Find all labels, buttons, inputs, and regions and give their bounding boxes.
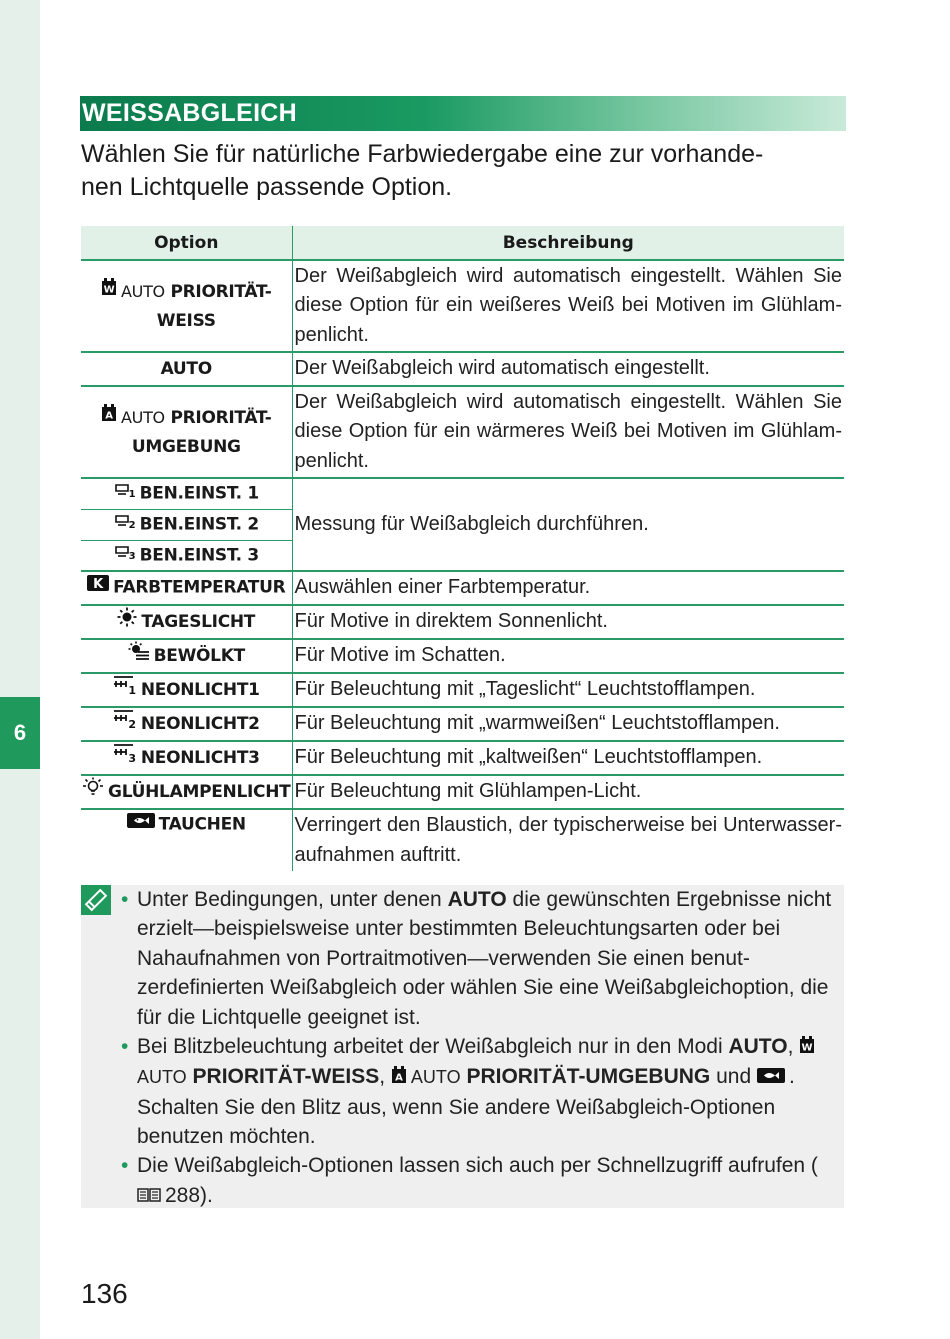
note-text: . Schalten Sie den Blitz aus, wenn Sie andere Weißabgleich-Optionen benutzen möchten. xyxy=(137,1065,795,1148)
table-row xyxy=(81,741,844,775)
option-cell xyxy=(81,775,292,809)
option-cell xyxy=(81,707,292,741)
book-icon xyxy=(137,1182,161,1211)
option-label: NEONLICHT3 xyxy=(140,748,260,768)
option-label: NEONLICHT2 xyxy=(140,714,260,734)
option-label-line2: UMGEBUNG xyxy=(131,436,241,457)
table-row xyxy=(81,775,844,809)
auto-white-priority-icon xyxy=(101,277,117,306)
note-text: und xyxy=(710,1065,757,1089)
custom-1-icon xyxy=(114,479,136,508)
svg-text:3: 3 xyxy=(128,752,136,763)
chapter-tab xyxy=(0,697,40,769)
note-text: Unter Bedingungen, unter denen xyxy=(137,888,448,911)
intro-line: Wählen Sie für natürliche Farbwiedergabe eine zur vorhande- xyxy=(81,140,764,168)
chapter-number: 6 xyxy=(13,720,27,745)
custom-3-icon xyxy=(114,541,136,570)
note-item xyxy=(121,1151,841,1211)
incandescent-icon xyxy=(82,777,104,807)
fluorescent-1-icon xyxy=(113,675,137,705)
option-cell xyxy=(81,639,292,673)
section-heading-bar xyxy=(80,96,846,131)
option-cell xyxy=(81,478,292,509)
table-row xyxy=(81,707,844,741)
note-item xyxy=(121,885,841,1032)
side-strip xyxy=(0,0,40,1339)
svg-text:2: 2 xyxy=(128,519,135,529)
option-cell xyxy=(81,741,292,775)
option-cell xyxy=(81,386,292,478)
note-text: , xyxy=(787,1035,794,1059)
option-label: FARBTEMPERATUR xyxy=(113,577,286,598)
description-cell: Der Weißabgleich wird automatisch eingestellt. xyxy=(292,352,844,386)
column-header-option: Option xyxy=(81,226,292,260)
intro-line: nen Lichtquelle passende Option. xyxy=(81,173,453,201)
fluorescent-2-icon xyxy=(113,709,137,739)
note-text: , xyxy=(379,1065,386,1089)
description-cell: Auswählen einer Farbtemperatur. xyxy=(292,571,844,605)
description-cell: Für Beleuchtung mit „Tageslicht“ Leuchtstofflampen. xyxy=(292,673,844,707)
option-cell xyxy=(81,605,292,639)
option-label: BEN.EINST. 1 xyxy=(139,483,259,504)
svg-text:A: A xyxy=(395,1072,403,1084)
svg-text:2: 2 xyxy=(128,718,136,729)
sun-icon xyxy=(117,607,137,637)
note-text-bold: PRIORITÄT-UMGEBUNG xyxy=(466,1065,711,1089)
svg-text:W: W xyxy=(801,1042,813,1054)
note-text: die gewünschten Ergebnisse nicht erzielt—beispielsweise unter bestimmten Beleuchtungsarten oder bei Nahaufnahmen von Portraitmotiven—verwenden Sie einen benut-zerdefinierten Weißabgleich oder wählen Sie eine Weißabgleichoption, die für die Lichtquelle geeignet ist. xyxy=(137,888,832,1029)
description-cell: Der Weißabgleich wird automatisch eingestellt. Wählen Sie diese Option für ein wärmeres Weiß bei Motiven im Glühlam-penlicht. xyxy=(292,386,844,478)
note-box xyxy=(81,885,844,1208)
page-reference-link[interactable]: 288 xyxy=(165,1183,201,1207)
note-text-bold: PRIORITÄT-WEISS xyxy=(192,1065,380,1089)
note-text-bold: AUTO xyxy=(447,888,507,911)
shade-icon xyxy=(128,641,150,671)
note-pencil-icon xyxy=(81,885,111,915)
option-label: TAUCHEN xyxy=(158,814,246,835)
option-cell: AUTO xyxy=(81,352,292,386)
note-text: Die Weißabgleich-Optionen lassen sich auch per Schnellzugriff aufrufen ( xyxy=(137,1154,818,1178)
kelvin-icon xyxy=(87,573,109,602)
note-text: ). xyxy=(200,1183,213,1207)
table-row xyxy=(81,478,844,509)
description-cell: Für Beleuchtung mit Glühlampen-Licht. xyxy=(292,775,844,809)
svg-text:1: 1 xyxy=(128,684,136,695)
option-label: NEONLICHT1 xyxy=(140,680,260,700)
option-label: PRIORITÄT- xyxy=(170,407,272,428)
description-cell: Der Weißabgleich wird automatisch eingestellt. Wählen Sie diese Option für ein weißeres Weiß bei Motiven im Glühlam-penlicht. xyxy=(292,260,844,352)
auto-ambience-priority-icon xyxy=(391,1063,407,1092)
note-text: AUTO xyxy=(137,1067,187,1088)
fluorescent-3-icon xyxy=(113,743,137,773)
table-row xyxy=(81,352,844,386)
description-cell: Für Motive im Schatten. xyxy=(292,639,844,673)
notes-list xyxy=(121,885,841,1211)
svg-text:1: 1 xyxy=(128,489,135,498)
note-text-bold: AUTO xyxy=(728,1035,788,1059)
underwater-icon xyxy=(127,810,155,839)
table-row xyxy=(81,571,844,605)
section-heading: WEISSABGLEICH xyxy=(82,99,298,127)
auto-ambience-priority-icon xyxy=(101,403,117,432)
auto-label: AUTO xyxy=(121,281,165,301)
column-header-description: Beschreibung xyxy=(292,226,844,260)
svg-text:K: K xyxy=(93,577,103,593)
table-row xyxy=(81,809,844,871)
note-item xyxy=(121,1032,841,1151)
option-cell xyxy=(81,809,292,871)
intro-text xyxy=(81,138,841,204)
description-cell: Messung für Weißabgleich durchführen. xyxy=(292,478,844,571)
option-label: TAGESLICHT xyxy=(141,612,256,632)
option-label: GLÜHLAMPENLICHT xyxy=(108,782,291,802)
table-row xyxy=(81,605,844,639)
svg-text:A: A xyxy=(105,410,113,422)
underwater-icon xyxy=(757,1063,785,1092)
option-label: PRIORITÄT- xyxy=(170,281,272,302)
option-label: BEWÖLKT xyxy=(153,646,245,666)
description-cell: Für Beleuchtung mit „warmweißen“ Leuchtstofflampen. xyxy=(292,707,844,741)
auto-label: AUTO xyxy=(121,407,165,427)
svg-text:3: 3 xyxy=(128,550,135,560)
option-label: BEN.EINST. 3 xyxy=(139,545,259,565)
table-row xyxy=(81,260,844,352)
note-text: Bei Blitzbeleuchtung arbeitet der Weißabgleich nur in den Modi xyxy=(137,1035,729,1059)
table-row xyxy=(81,673,844,707)
page-number: 136 xyxy=(81,1278,128,1309)
option-cell xyxy=(81,260,292,352)
option-cell xyxy=(81,509,292,540)
option-cell xyxy=(81,673,292,707)
option-cell xyxy=(81,571,292,605)
svg-text:W: W xyxy=(103,284,115,296)
option-cell xyxy=(81,540,292,571)
note-text: AUTO xyxy=(410,1067,461,1088)
option-label-line2: WEISS xyxy=(156,310,216,331)
description-cell: Verringert den Blaustich, der typischerweise bei Unterwasser-aufnahmen auftritt. xyxy=(294,814,842,866)
table-row xyxy=(81,639,844,673)
custom-2-icon xyxy=(114,510,136,539)
table-row xyxy=(81,386,844,478)
description-cell: Für Beleuchtung mit „kaltweißen“ Leuchtstofflampen. xyxy=(292,741,844,775)
auto-white-priority-icon xyxy=(799,1033,815,1062)
description-cell: Für Motive in direktem Sonnenlicht. xyxy=(292,605,844,639)
white-balance-table xyxy=(81,226,844,871)
option-label: BEN.EINST. 2 xyxy=(139,514,259,535)
